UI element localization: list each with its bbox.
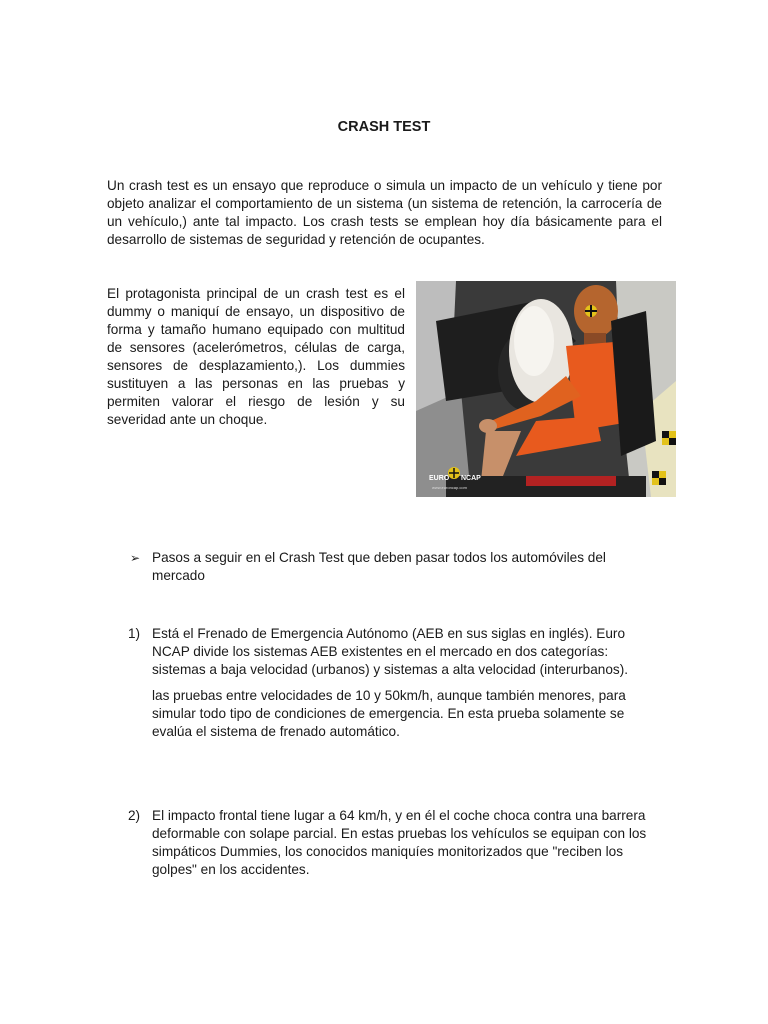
crash-test-photo <box>416 281 676 497</box>
step-2-number: 2) <box>128 808 141 823</box>
photo-url-text: www.euroncap.com <box>432 485 467 490</box>
dummy-paragraph: El protagonista principal de un crash test es el dummy o maniquí de ensayo, un dispositivo de forma y tamaño humano equipado con multitud de sensores (acelerómetros, células de carga, sensores de desplazamiento,). Los dummies sustituyen a las personas en las pruebas y permiten valorar el riesgo de lesión y su severidad ante un choque. <box>107 286 405 427</box>
ncap-logo-text: NCAP <box>461 475 481 482</box>
step-1 <box>128 625 663 679</box>
step-2 <box>128 807 663 879</box>
step-1-text: Está el Frenado de Emergencia Autónomo (AEB en sus siglas en inglés). Euro NCAP divide los sistemas AEB existentes en el mercado en dos categorías: sistemas a baja velocidad (urbanos) y sistemas a alta velocidad (interurbanos). <box>152 626 629 677</box>
step-2-text: El impacto frontal tiene lugar a 64 km/h, y en él el coche choca contra una barrera deformable con solape parcial. En estas pruebas los vehículos se equipan con los simpáticos Dummies, los conocidos maniquíes monitorizados que "reciben los golpes" en los accidentes. <box>152 808 647 877</box>
intro-paragraph: Un crash test es un ensayo que reproduce o simula un impacto de un vehículo y tiene por objeto analizar el comportamiento de un sistema (un sistema de retención, la carrocería de un vehículo,) ante tal impacto. Los crash tests se emplean hoy día básicamente para el desarrollo de sistemas de seguridad y retención de ocupantes. <box>107 178 662 247</box>
step-1-number: 1) <box>128 626 141 641</box>
arrow-bullet-icon: ➢ <box>130 551 141 565</box>
step-1-continuation: las pruebas entre velocidades de 10 y 50km/h, aunque también menores, para simular todo tipo de condiciones de emergencia. En esta prueba solamente se evalúa el sistema de frenado automático. <box>152 688 626 739</box>
bullet-text: Pasos a seguir en el Crash Test que deben pasar todos los automóviles del mercado <box>152 550 606 583</box>
euro-logo-text: EURO <box>429 475 450 482</box>
page-title: CRASH TEST <box>337 119 431 135</box>
bullet-item <box>130 549 660 585</box>
